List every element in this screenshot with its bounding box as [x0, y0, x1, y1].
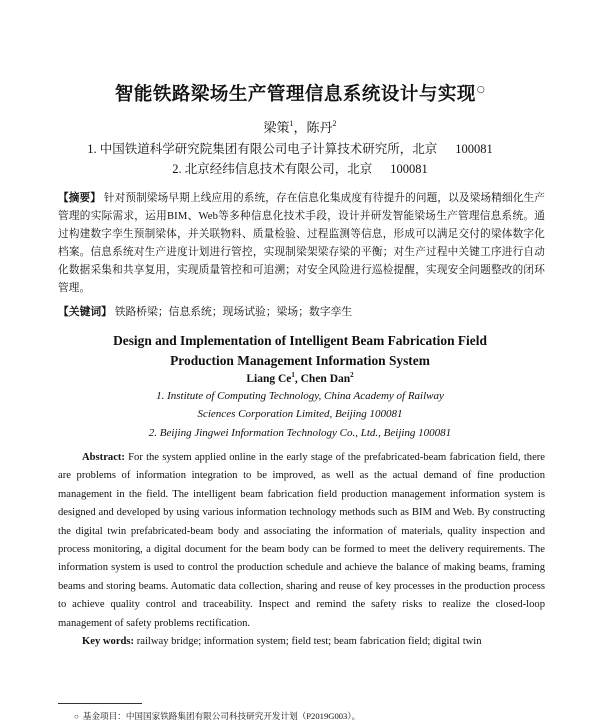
chinese-abstract [58, 190, 545, 298]
chinese-affiliation-1-text: 1. 中国铁道科学研究院集团有限公司电子计算技术研究所，北京 [87, 142, 438, 156]
english-keywords [58, 633, 545, 651]
chinese-affiliation-2-text: 2. 北京经纬信息技术有限公司，北京 [172, 162, 373, 176]
chinese-affiliation-1-postcode: 100081 [455, 142, 493, 156]
english-abstract [58, 449, 545, 633]
chinese-keywords-label: 【关键词】 [58, 306, 112, 318]
title-footnote-mark: ○ [476, 85, 486, 95]
footnote [74, 710, 360, 722]
chinese-abstract-label: 【摘要】 [58, 193, 102, 204]
english-author-1-affiliation: 1 [291, 371, 295, 379]
english-author-1: Liang Ce [246, 373, 292, 385]
english-affiliation-1-line-1: 1. Institute of Computing Technology, China Academy of Railway [156, 390, 444, 402]
chinese-authors [0, 117, 600, 136]
chinese-keywords [58, 304, 545, 319]
chinese-title-text: 智能铁路梁场生产管理信息系统设计与实现 [114, 84, 476, 105]
chinese-affiliation-2 [0, 159, 600, 177]
chinese-author-2: 陈丹 [306, 120, 333, 135]
chinese-author-1-affiliation: 1 [289, 119, 294, 128]
english-title [0, 331, 600, 371]
chinese-affiliation-1 [0, 139, 600, 157]
english-abstract-paragraph [58, 449, 545, 633]
chinese-title [0, 80, 600, 106]
english-title-line-2: Production Management Information System [170, 353, 430, 368]
english-abstract-text: For the system applied online in the early stage of the prefabricated-beam fabrication field, there are problems of information integration to be improved, as well as the actual demand of fine production management in the field. The intelligent beam fabrication field production management information system is designed and developed by using various information technology methods such as BIM and Web. By constructing the digital twin prefabricated-beam body and associating the information of materials, quality inspection and process monitoring, a digital document for the beam body can be formed to meet the delivery requirements. The information system is used to control the production schedule and achieve the balance of making beams, framing beams and storing beams. Automatic data collection, sharing and reuse of key processes in the production process to achieve quality control and traceability. Inspect and remind the safety risks to realize the closed-loop management of safety problems rectification. [58, 452, 545, 629]
chinese-author-2-affiliation: 2 [332, 119, 337, 128]
english-affiliation-2: 2. Beijing Jingwei Information Technology Co., Ltd., Beijing 100081 [148, 427, 452, 439]
footnote-mark: ○ [74, 712, 79, 721]
english-keywords-text: railway bridge; information system; field test; beam fabrication field; digital twin [136, 636, 482, 647]
english-title-line-1: Design and Implementation of Intelligent Beam Fabrication Field [113, 333, 487, 348]
english-affiliation-1-line-2: Sciences Corporation Limited, Beijing 100081 [197, 408, 403, 420]
chinese-keywords-text: 铁路桥梁；信息系统；现场试验；梁场；数字孪生 [114, 306, 353, 318]
chinese-author-1: 梁策 [263, 120, 290, 135]
english-authors [0, 371, 600, 385]
chinese-affiliation-2-postcode: 100081 [390, 162, 428, 176]
english-abstract-label: Abstract: [82, 452, 125, 463]
footnote-divider [58, 703, 142, 704]
chinese-abstract-text: 针对预制梁场早期上线应用的系统，存在信息化集成度有待提升的问题，以及梁场精细化生产管理的实际需求，运用BIM、Web等多种信息化技术手段，设计并研发智能梁场生产管理信息系统。通过构建数字孪生预制梁体，并关联物料、质量检验、过程监测等信息，形成可以满足交付的梁体数字化档案。信息系统对生产进度计划进行管控，实现制梁架梁存梁的平衡；对生产过程中关键工序进行自动化数据采集和共享复用，实现质量管控和可追溯；对安全风险进行巡检提醒，实现安全问题整改的闭环管理。 [58, 193, 545, 294]
english-keywords-label: Key words: [82, 636, 135, 647]
footnote-text: 基金项目：中国国家铁路集团有限公司科技研究开发计划（P2019G003）。 [82, 711, 361, 721]
english-author-separator: , [294, 373, 298, 385]
author-separator: ， [293, 120, 307, 135]
english-author-2-affiliation: 2 [350, 371, 354, 379]
english-author-2: Chen Dan [300, 373, 351, 385]
